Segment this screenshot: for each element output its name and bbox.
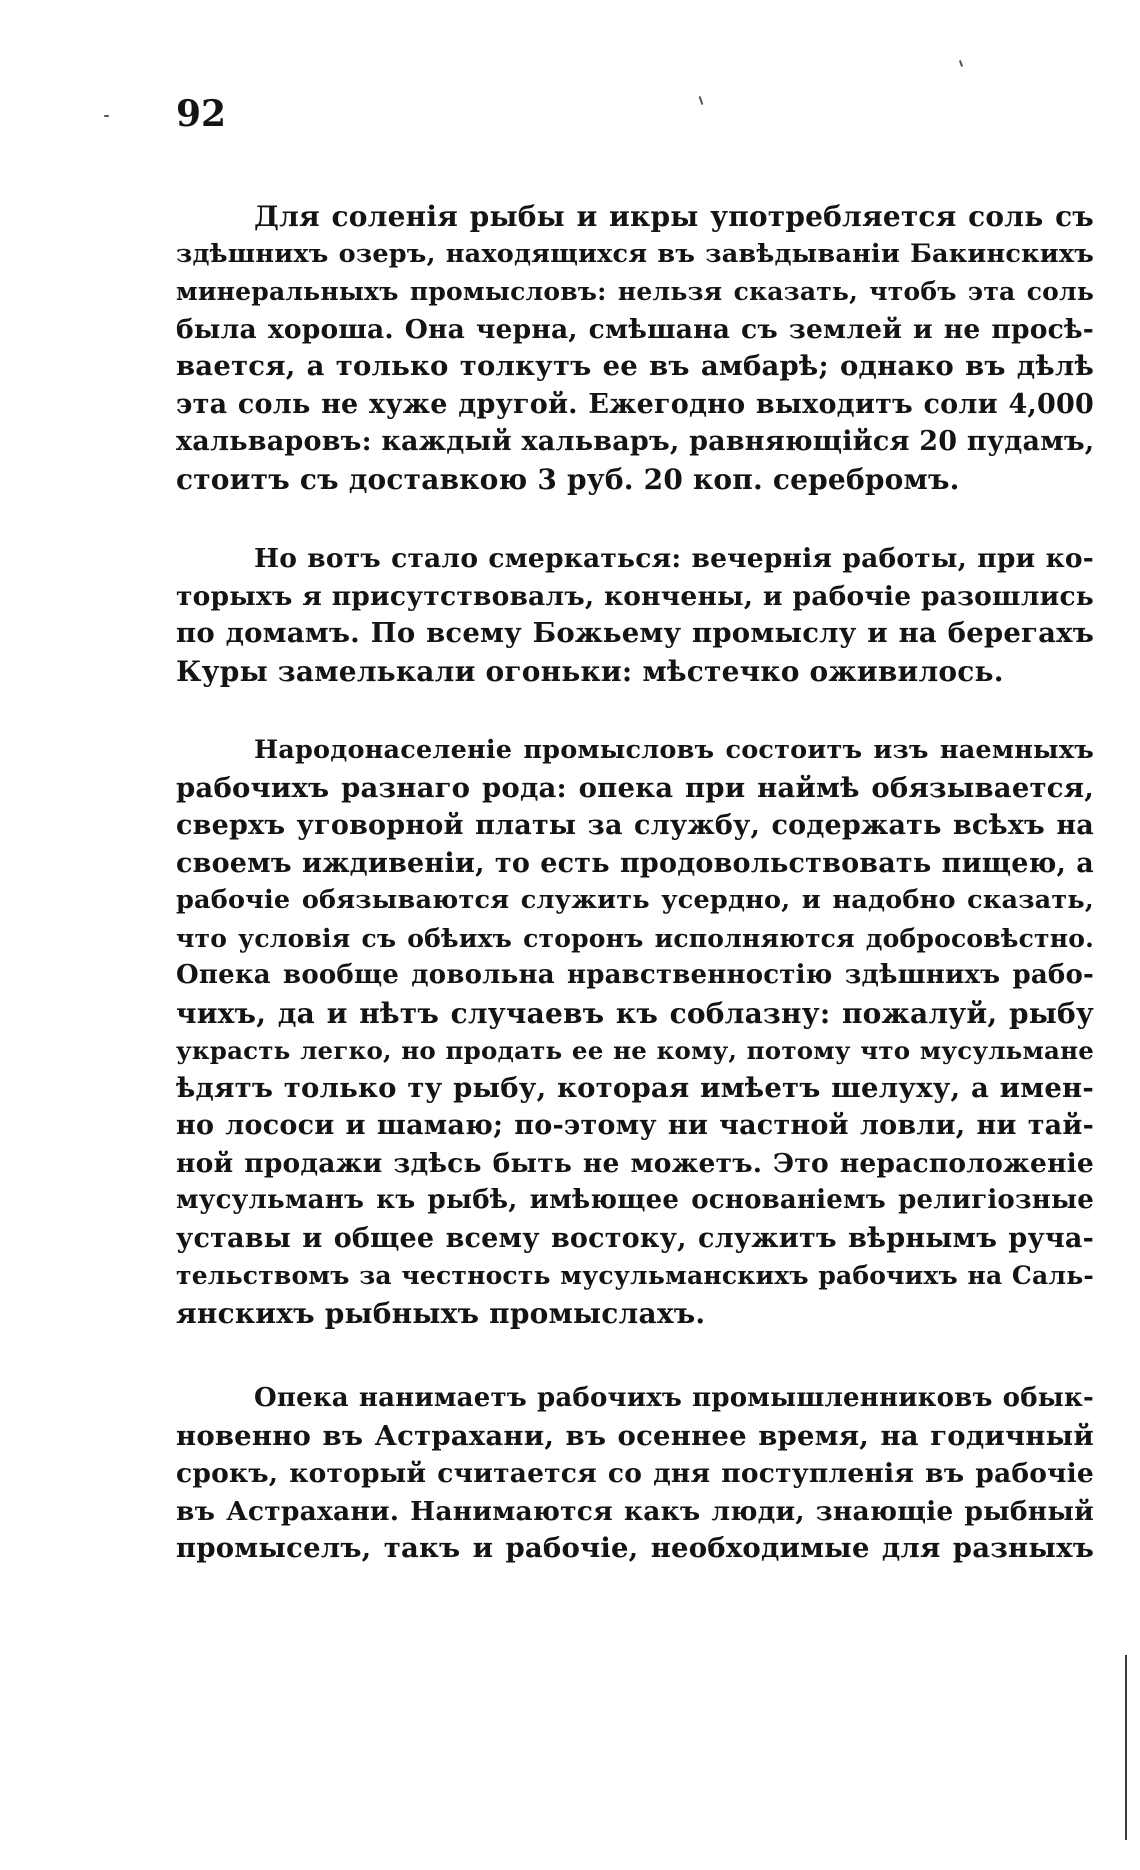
text-line: Опека нанимаетъ рабочихъ промышленниковъ обык- [254, 1383, 1094, 1413]
text-line: вается, а только толкутъ ее въ амбарѣ; однако въ дѣлѣ [176, 350, 1094, 382]
text-line: янскихъ рыбныхъ промыслахъ. [176, 1296, 706, 1330]
text-line: тельствомъ за честность мусульманскихъ рабочихъ на Саль- [176, 1261, 1094, 1290]
text-line: эта соль не хуже другой. Ежегодно выходитъ соли 4,000 [176, 388, 1094, 420]
page-number: 92 [176, 93, 227, 135]
paragraph-population [176, 732, 1094, 1332]
scan-speck [959, 60, 963, 67]
text-line: минеральныхъ промысловъ: нельзя сказать, чтобъ эта соль [176, 277, 1094, 306]
paragraph-hiring [176, 1380, 1094, 1568]
text-line: рабочіе обязываются служить усердно, и надобно сказать, [176, 885, 1094, 915]
text-line: въ Астрахани. Нанимаются какъ люди, знающіе рыбный [176, 1495, 1094, 1527]
text-line: уставы и общее всему востоку, служитъ вѣрнымъ руча- [176, 1222, 1094, 1254]
text-line: Куры замелькали огоньки: мѣстечко оживилось. [176, 654, 1004, 688]
text-line: Народонаселеніе промысловъ состоитъ изъ наемныхъ [254, 735, 1094, 765]
text-line: ной продажи здѣсь быть не можетъ. Это нерасположеніе [176, 1147, 1094, 1179]
text-line: рабочихъ разнаго рода: опека при наймѣ обязывается, [176, 771, 1094, 804]
text-line: но лососи и шамаю; по-этому ни частной ловли, ни тай- [176, 1110, 1094, 1141]
paragraph-evening [176, 540, 1094, 690]
text-line: сверхъ уговорной платы за службу, содержать всѣхъ на [176, 810, 1094, 841]
text-line: новенно въ Астрахани, въ осеннее время, на годичный [176, 1419, 1094, 1452]
text-line: чихъ, да и нѣтъ случаевъ къ соблазну: пожалуй, рыбу [176, 996, 1094, 1030]
text-line: украсть легко, но продать ее не кому, потому что мусульмане [176, 1036, 1094, 1065]
scan-edge-line [1125, 1655, 1127, 1840]
scan-speck [104, 115, 109, 117]
text-line: торыхъ я присутствовалъ, кончены, и рабочіе разошлись [176, 580, 1094, 612]
text-line: стоитъ съ доставкою 3 руб. 20 коп. серебромъ. [176, 462, 960, 496]
text-line: мусульманъ къ рыбѣ, имѣющее основаніемъ религіозные [176, 1185, 1094, 1215]
text-line: своемъ иждивеніи, то есть продовольствовать пищею, а [176, 847, 1094, 879]
text-line: что условія съ обѣихъ сторонъ исполняются добросовѣстно. [176, 923, 1094, 953]
text-line: была хороша. Она черна, смѣшана съ землей и не просѣ- [176, 313, 1094, 345]
text-line: Опека вообще довольна нравственностію здѣшнихъ рабо- [176, 960, 1094, 990]
text-line: Но вотъ стало смеркаться: вечернія работы, при ко- [254, 543, 1094, 574]
scan-speck [699, 96, 704, 105]
text-line: здѣшнихъ озеръ, находящихся въ завѣдываніи Бакинскихъ [176, 238, 1094, 269]
text-line: промыселъ, такъ и рабочіе, необходимые для разныхъ [176, 1532, 1094, 1564]
paragraph-salt [176, 198, 1094, 498]
text-line: срокъ, который считается со дня поступленія въ рабочіе [176, 1458, 1094, 1489]
text-line: по домамъ. По всему Божьему промыслу и на берегахъ [176, 617, 1094, 649]
text-line: хальваровъ: каждый хальваръ, равняющійся 20 пудамъ, [176, 426, 1095, 457]
text-line: Для соленія рыбы и икры употребляется соль съ [254, 200, 1094, 233]
text-line: ѣдятъ только ту рыбу, которая имѣетъ шелуху, а имен- [176, 1071, 1094, 1104]
